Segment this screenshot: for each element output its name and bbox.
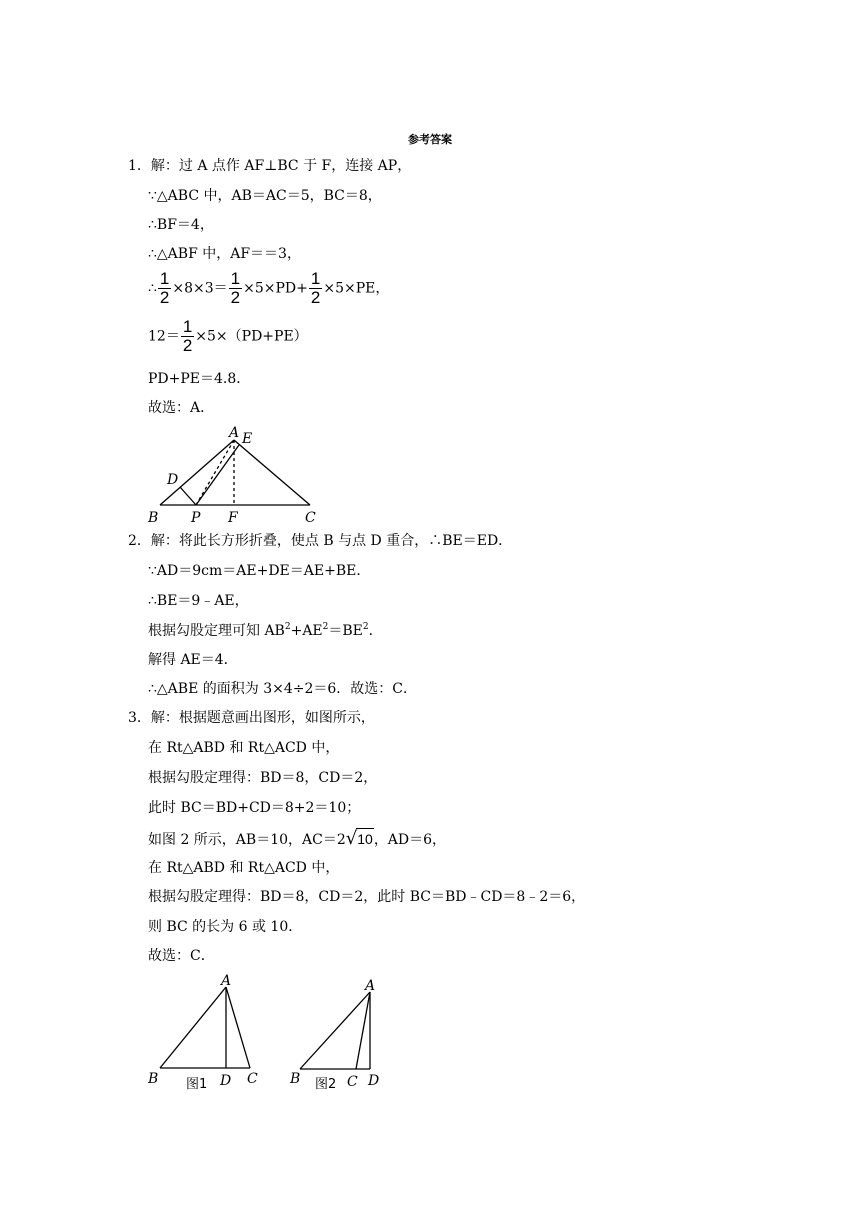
q2-line-2: ∵AD＝9cm＝AE+DE＝AE+BE．	[148, 563, 371, 579]
fig2-label-b: B	[290, 1071, 301, 1087]
fig1-segment-ac	[226, 987, 250, 1068]
q3-line-6: 在 Rt△ABD 和 Rt△ACD 中，	[148, 860, 340, 876]
fig2-segment-ac	[356, 992, 370, 1069]
figure-2	[300, 992, 370, 1069]
q1-line-6-part-a: 12＝	[148, 328, 180, 345]
q1-line-7: PD+PE＝4.8．	[148, 371, 251, 387]
fig2-caption: 图2	[315, 1077, 337, 1092]
fig1-label-c: C	[247, 1071, 258, 1087]
page-title: 参考答案	[408, 133, 452, 146]
fig1-caption: 图1	[186, 1077, 208, 1092]
figure-1	[160, 987, 250, 1068]
q2-line-4-part-c: ＝BE	[328, 623, 363, 639]
fig2-label-d: D	[368, 1073, 380, 1089]
q1-line-1: 1．解：过 A 点作 AF⊥BC 于 F，连接 AP，	[128, 158, 412, 174]
label-a: A	[229, 425, 240, 441]
superscript-2: 2	[362, 622, 369, 632]
q1-line-5-part-a: ∴	[148, 280, 157, 297]
q3-line-2: 在 Rt△ABD 和 Rt△ACD 中，	[148, 740, 340, 756]
fig2-label-c: C	[347, 1074, 358, 1090]
fig2-label-a: A	[365, 978, 376, 994]
q3-line-1: 3．解：根据题意画出图形，如图所示，	[128, 710, 375, 726]
fraction-denominator: 2	[310, 288, 321, 307]
label-f: F	[228, 510, 238, 526]
fig1-label-d: D	[220, 1073, 232, 1089]
fraction-numerator: 1	[310, 269, 321, 288]
fig2-segment-ab	[300, 992, 370, 1069]
q3-line-8: 则 BC 的长为 6 或 10．	[148, 919, 303, 935]
q1-line-6-part-b: ×5×（PD+PE）	[195, 328, 308, 345]
fraction-numerator: 1	[159, 269, 170, 288]
superscript-2: 2	[322, 622, 329, 632]
radical-sign: √	[345, 828, 358, 849]
q2-line-4-part-b: +AE	[290, 623, 323, 639]
q2-line-5: 解得 AE＝4．	[148, 652, 238, 668]
q2-line-4-part-a: 根据勾股定理可知 AB	[148, 623, 285, 639]
q3-line-3: 根据勾股定理得：BD＝8，CD＝2，	[148, 770, 378, 786]
fig1-label-a: A	[221, 973, 232, 989]
fig1-label-b: B	[148, 1071, 159, 1087]
q3-line-7: 根据勾股定理得：BD＝8，CD＝2，此时 BC＝BD﹣CD＝8﹣2＝6，	[148, 889, 586, 905]
label-d: D	[167, 472, 179, 488]
fig1-segment-ab	[160, 987, 226, 1068]
q3-line-5-part-c: ，AD＝6，	[373, 832, 447, 848]
q3-line-9: 故选：C．	[148, 948, 215, 964]
label-e: E	[242, 431, 253, 447]
label-p: P	[191, 510, 201, 526]
label-c: C	[305, 510, 316, 526]
fraction-numerator: 1	[182, 317, 193, 336]
q1-line-4: ∴△ABF 中，AF＝＝3，	[148, 246, 301, 262]
q1-line-5-part-b: ×8×3＝	[172, 280, 228, 297]
q1-line-8: 故选：A．	[148, 400, 215, 416]
superscript-2: 2	[284, 622, 291, 632]
q3-line-4: 此时 BC＝BD+CD＝8+2＝10；	[148, 800, 361, 816]
q1-line-5-part-c: ×5×PD+	[243, 280, 308, 297]
q1-line-5-part-d: ×5×PE，	[323, 280, 390, 297]
q2-line-3: ∴BE＝9﹣AE，	[148, 593, 249, 609]
q2-line-4-part-d: ．	[368, 623, 383, 639]
q2-line-6: ∴△ABE 的面积为 3×4÷2＝6．故选：C．	[148, 681, 417, 697]
fraction-denominator: 2	[159, 288, 170, 307]
q1-line-3: ∴BF＝4，	[148, 217, 214, 233]
label-b: B	[148, 510, 159, 526]
q3-line-5-part-a: 如图 2 所示，AB＝10，AC＝2	[148, 832, 346, 848]
q1-line-2: ∵△ABC 中，AB＝AC＝5，BC＝8，	[148, 188, 382, 204]
fraction-numerator: 1	[230, 269, 241, 288]
sqrt-radicand: 10	[356, 828, 374, 849]
fraction-denominator: 2	[182, 336, 193, 355]
q2-line-1: 2．解：将此长方形折叠，使点 B 与点 D 重合，∴BE＝ED．	[128, 533, 513, 549]
fraction-denominator: 2	[230, 288, 241, 307]
